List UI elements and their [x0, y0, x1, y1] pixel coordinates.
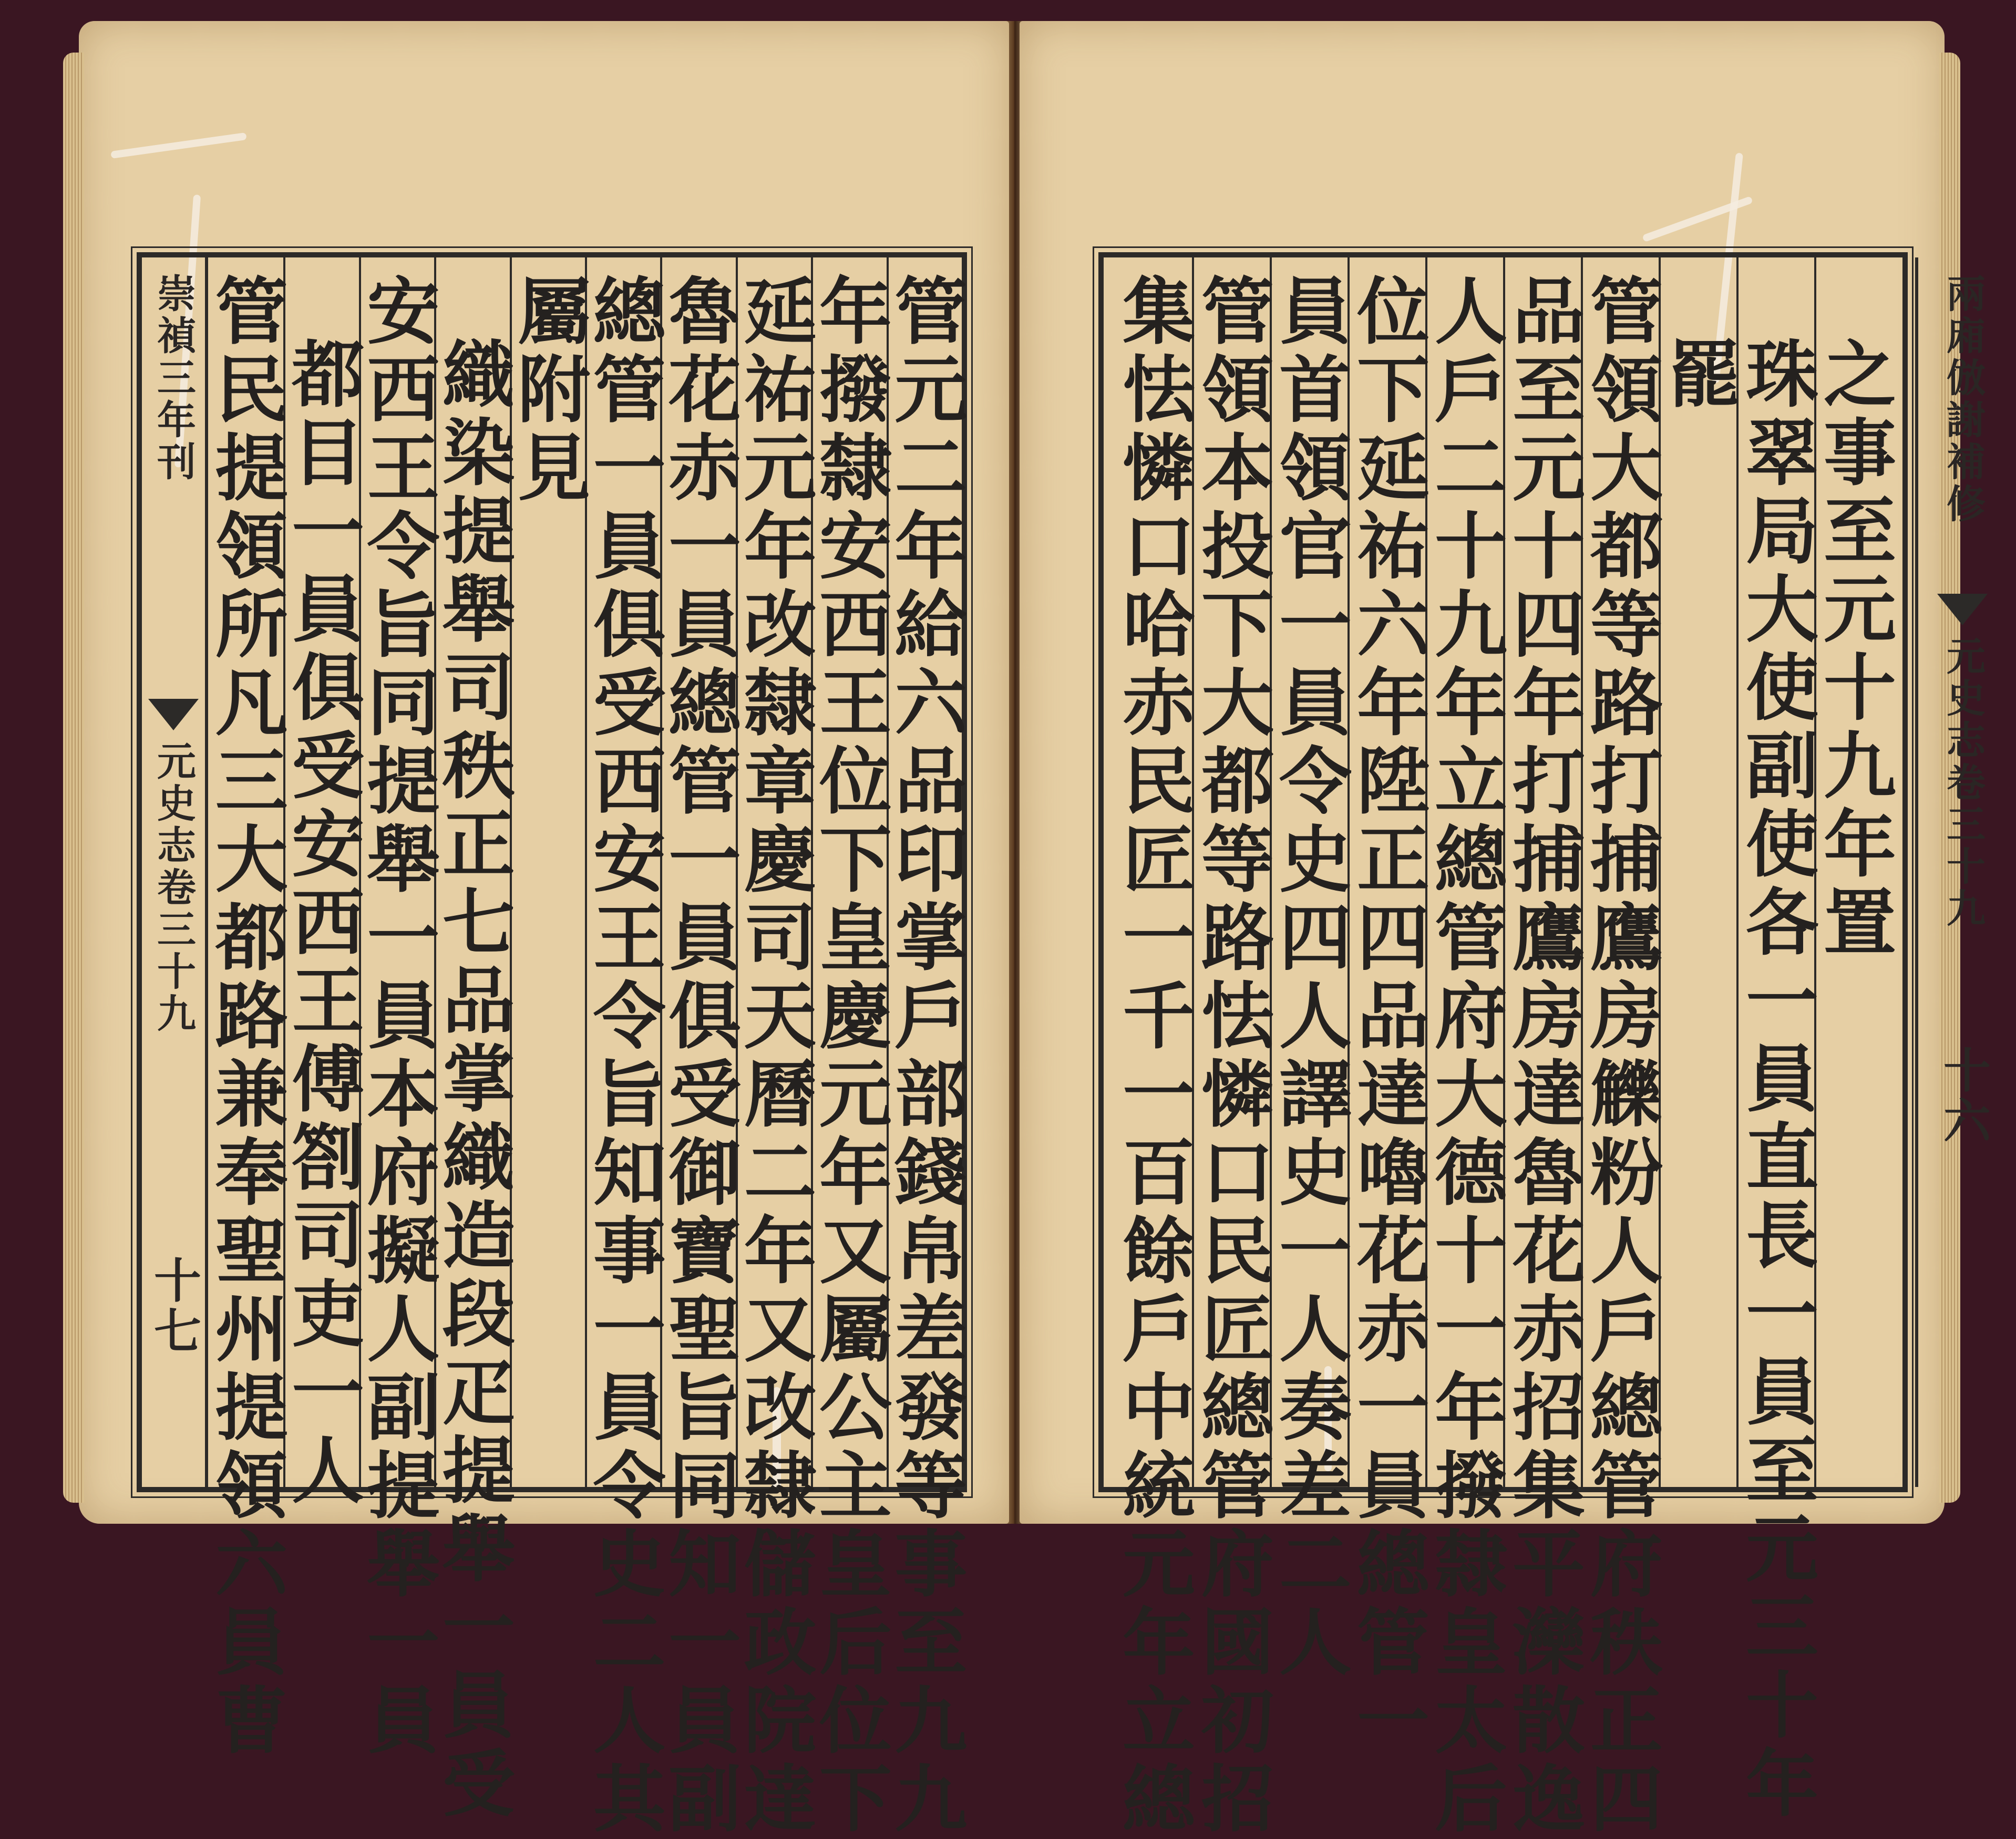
text-column [430, 257, 516, 1824]
column-text: 集怯憐口哈赤民匠一千一百餘戶中統元年立總 [1110, 273, 1196, 1839]
text-column [203, 257, 289, 1761]
paper-crack [1642, 196, 1753, 242]
text-column [1656, 257, 1742, 1487]
column-text: 屬附見 [506, 273, 592, 508]
column-text: 管領本投下大都等路怯憐口民匠總管府國初招 [1189, 273, 1275, 1839]
column-text: 人戶二十九年立總管府大德十一年撥隸皇太后 [1423, 273, 1508, 1839]
column-text: 管領大都等路打捕鷹房觻粉人戶總管府秩正四 [1578, 273, 1664, 1839]
text-column [355, 257, 441, 1761]
text-column [280, 257, 366, 1511]
text-column [506, 257, 592, 1487]
right-fold-column [1915, 257, 2008, 1487]
fold-top-label: 崇禎三年刊 [151, 273, 196, 483]
text-column [1423, 257, 1508, 1839]
column-text: 織染提舉司秩正七品掌織造段疋提舉一員受 [430, 336, 516, 1824]
text-column [1734, 257, 1819, 1824]
open-book [79, 21, 1991, 1839]
column-text: 總管一員俱受西安王令旨知事一員令史二人其 [581, 273, 667, 1839]
text-column [1189, 257, 1275, 1839]
column-text: 位下延祐六年陞正四品達嚕花赤一員總管一 [1345, 273, 1431, 1761]
left-columns [203, 257, 969, 1839]
column-text: 管民提領所凡三大都路兼奉聖州提領六員曹 [203, 273, 289, 1761]
text-column [1578, 257, 1664, 1839]
column-text: 魯花赤一員總管一員俱受御寶聖旨同知一員副 [656, 273, 743, 1839]
folio-number: 十六 [1935, 1046, 1991, 1146]
text-column [1500, 257, 1586, 1839]
column-text: 員首領官一員令史四人譯史一人奏差二人 [1267, 273, 1353, 1682]
column-text: 罷 [1656, 336, 1742, 415]
paper-crack [110, 132, 246, 159]
column-text: 安西王令旨同提舉一員本府擬人副提舉一員 [355, 273, 441, 1761]
page-edges-left [63, 53, 84, 1503]
folio-number: 十七 [146, 1256, 201, 1357]
column-text: 珠翠局大使副使各一員直長一員至元三十年 [1734, 336, 1819, 1824]
fold-title: 元史志卷三十九 [151, 741, 196, 1035]
column-text: 品至元十四年打捕鷹房達魯花赤招集平灤散逸 [1500, 273, 1586, 1839]
right-page [1020, 21, 1991, 1839]
text-column [1110, 257, 1196, 1839]
column-text: 都目一員俱受安西王傅劄司吏一人 [280, 336, 366, 1511]
right-columns [1104, 257, 1897, 1839]
text-column [807, 257, 893, 1839]
column-text: 管元二年給六品印掌戶部錢帛差發等事至九九 [882, 273, 969, 1839]
text-column [1812, 257, 1897, 1487]
right-text-block [1098, 252, 1991, 1839]
fold-top-label: 兩廂倣謝補修 [1940, 273, 1986, 525]
text-column [656, 257, 743, 1839]
left-fold-column [142, 257, 208, 1487]
left-text-block [137, 252, 969, 1839]
text-column [581, 257, 667, 1839]
column-text: 延祐元年改隸章慶司天曆二年又改隸儲政院達 [732, 273, 818, 1839]
text-column [732, 257, 818, 1839]
text-column [1267, 257, 1353, 1682]
text-column [882, 257, 969, 1839]
fish-tail-mark [148, 699, 199, 730]
text-column [1345, 257, 1431, 1761]
column-text: 之事至元十九年置 [1812, 336, 1897, 963]
fish-tail-mark [1937, 594, 1988, 625]
fold-title: 元史志卷三十九 [1940, 636, 1986, 930]
left-page [79, 21, 1009, 1839]
column-text: 年撥隸安西王位下皇慶元年又屬公主皇后位下 [807, 273, 893, 1839]
